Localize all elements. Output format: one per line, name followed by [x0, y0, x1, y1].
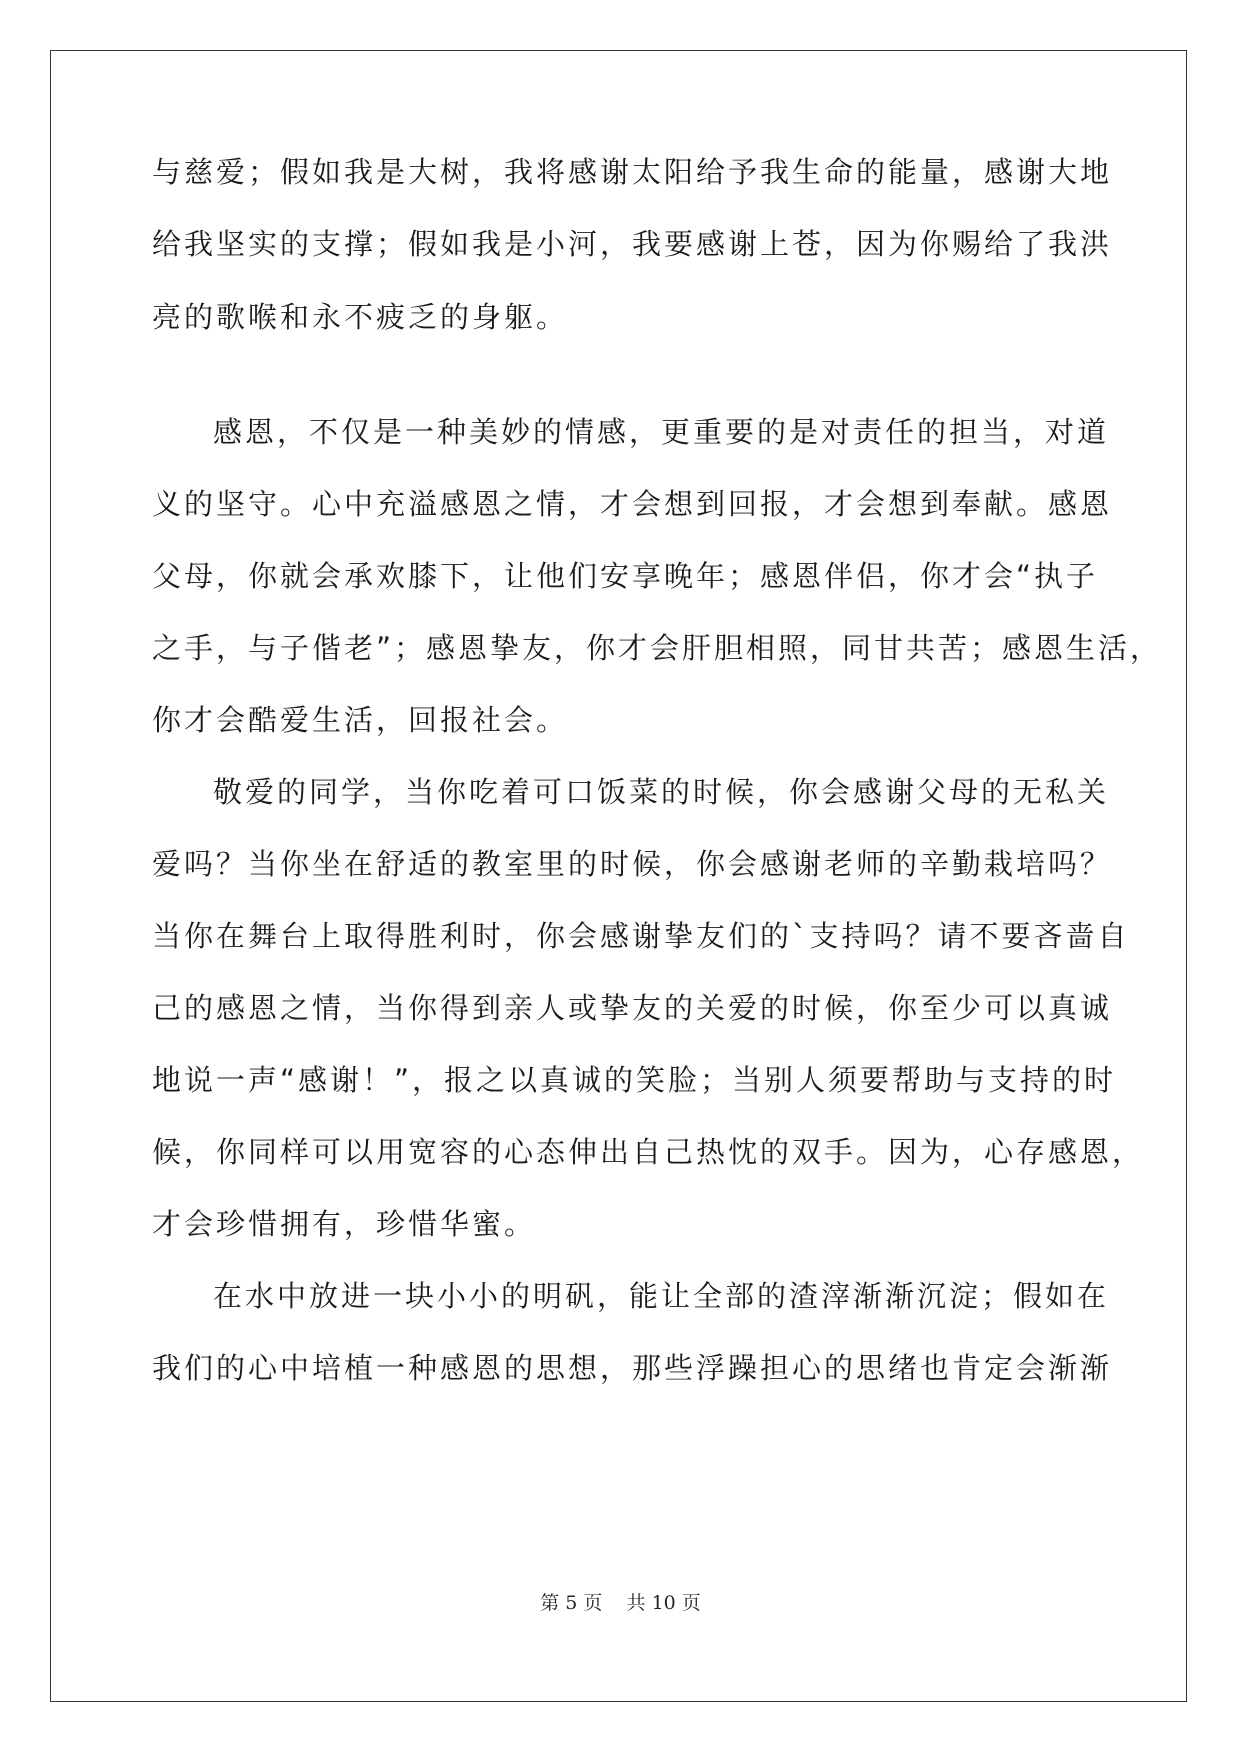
- text-line: 你才会酷爱生活，回报社会。: [152, 703, 569, 737]
- text-line: 父母，你就会承欢膝下，让他们安享晚年；感恩伴侣，你才会“执子: [152, 559, 1099, 593]
- page-footer: [0, 1590, 1241, 1616]
- paragraph-first-line: 感恩，不仅是一种美妙的情感，更重要的是对责任的担当，对道: [213, 415, 1110, 449]
- page-number: 第 5 页: [540, 1592, 603, 1614]
- text-line: 义的坚守。心中充溢感恩之情，才会想到回报，才会想到奉献。感恩: [152, 487, 1113, 521]
- text-line: 给我坚实的支撑；假如我是小河，我要感谢上苍，因为你赐给了我洪: [152, 227, 1113, 261]
- text-line: 之手，与子偕老”；感恩挚友，你才会肝胆相照，同甘共苦；感恩生活，: [152, 631, 1163, 665]
- text-line: 我们的心中培植一种感恩的思想，那些浮躁担心的思绪也肯定会渐渐: [152, 1351, 1113, 1385]
- text-line: 与慈爱；假如我是大树，我将感谢太阳给予我生命的能量，感谢大地: [152, 155, 1113, 189]
- paragraph-first-line: 敬爱的同学，当你吃着可口饭菜的时候，你会感谢父母的无私关: [213, 775, 1110, 809]
- text-line: 亮的歌喉和永不疲乏的身躯。: [152, 300, 569, 334]
- text-line: 才会珍惜拥有，珍惜华蜜。: [152, 1207, 537, 1241]
- total-pages: 共 10 页: [626, 1592, 701, 1614]
- text-line: 候，你同样可以用宽容的心态伸出自己热忱的双手。因为，心存感恩，: [152, 1135, 1145, 1169]
- text-line: 当你在舞台上取得胜利时，你会感谢挚友们的`支持吗？请不要吝啬自: [152, 919, 1130, 953]
- text-line: 爱吗？当你坐在舒适的教室里的时候，你会感谢老师的辛勤栽培吗？: [152, 847, 1113, 881]
- text-line: 地说一声“感谢！”，报之以真诚的笑脸；当别人须要帮助与支持的时: [152, 1063, 1117, 1097]
- text-line: 己的感恩之情，当你得到亲人或挚友的关爱的时候，你至少可以真诚: [152, 991, 1113, 1025]
- footer-spacer: [602, 1592, 626, 1614]
- paragraph-first-line: 在水中放进一块小小的明矾，能让全部的渣滓渐渐沉淀；假如在: [213, 1279, 1110, 1313]
